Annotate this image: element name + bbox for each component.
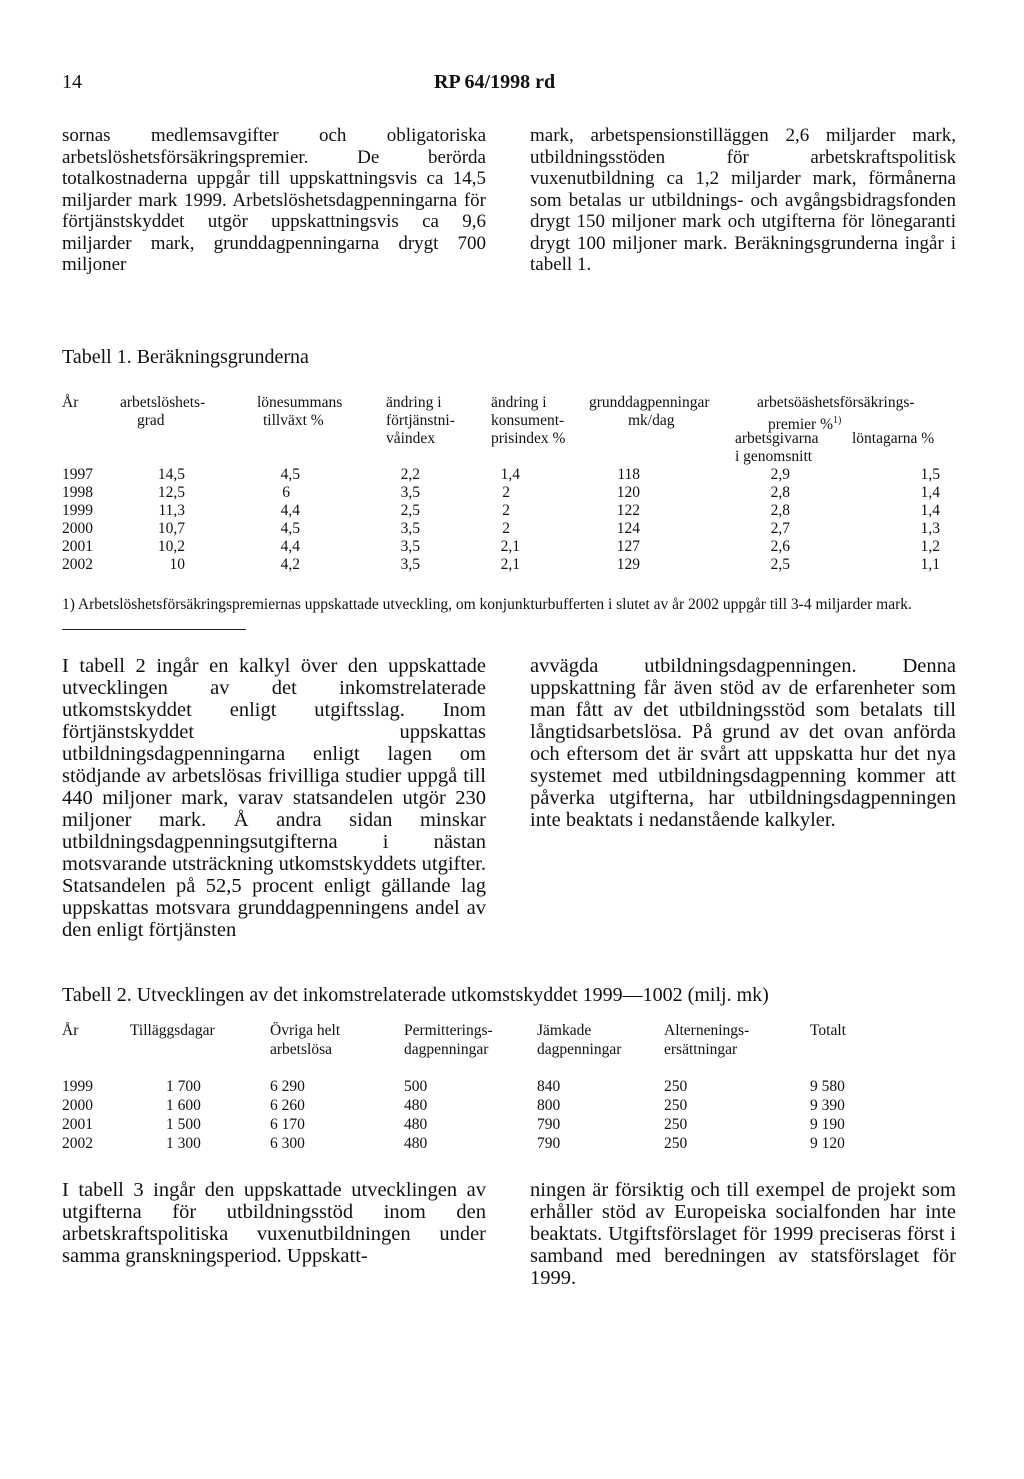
table1-header-basic-2: mk/dag (628, 412, 675, 429)
paragraph-mid-right: avvägda utbildningsdagpenningen. Denna uppskattning får även stöd av de erfarenheter som man fått av det utbildningsstöd som betalats till långtidsarbetslösa. På grund av det ovan anförda och eftersom det är svårt att uppskatta hur det nya systemet med utbildningsdagpenning kommer att påverka utgifterna, har utbildningsdagpenningen inte beaktats i nedanstående kalkyler. (530, 655, 956, 831)
footnote-rule (62, 629, 246, 630)
paragraph-top-right: mark, arbetspensionstilläggen 2,6 miljarder mark, utbildningsstöden för arbetskraftspolitisk vuxenutbildning ca 1,2 miljarder mark, förmånerna som betalas ur utbildnings- och avgångsbidragsfonden drygt 150 miljoner mark och utgifterna för lönegaranti drygt 100 miljoner mark. Beräkningsgrunderna ingår i tabell 1. (530, 125, 956, 275)
table2-header-total: Totalt (810, 1022, 846, 1039)
table2-header-other-2: arbetslösa (270, 1041, 332, 1058)
document-id: RP 64/1998 rd (434, 71, 556, 93)
table1-header-average: i genomsnitt (735, 448, 813, 465)
table1-footnote: 1) Arbetslöshetsförsäkringspremiernas uppskattade utveckling, om konjunkturbufferten i slutet av år 2002 uppgår till 3-4 miljarder mark. (62, 596, 912, 613)
table2-header-year: År (62, 1022, 79, 1039)
table1-header-premium-2: premier %$^{1)}$ (768, 415, 842, 434)
table1-header-wage-2: tillväxt % (263, 412, 324, 429)
paragraph-mid-left: I tabell 2 ingår en kalkyl över den uppskattade utvecklingen av det inkomstrelaterade utkomstskyddet enligt utgiftsslag. Inom förtjänstskyddet uppskattas utbildningsdagpenningarna enligt lagen om stödjande av arbetslösas frivilliga studier uppgå till 440 miljoner mark, varav statsandelen utgör 230 miljoner mark. Å andra sidan minskar utbildningsdagpenningsutgifterna i nästan motsvarande utsträckning utkomstskyddets utgifter. Statsandelen på 52,5 procent enligt gällande lag uppskattas motsvara grunddagpenningens andel av den enligt förtjänsten (62, 655, 486, 941)
table2-header-alternation: Alternenings- (664, 1022, 750, 1039)
paragraph-bottom-right: ningen är försiktig och till exempel de projekt som erhåller stöd av Europeiska socialfonden har inte beaktats. Utgiftsförslaget för 1999 preciseras först i samband med beredningen av statsförslaget för 1999. (530, 1179, 956, 1289)
table1-header-basic: grunddagpenningar (589, 394, 710, 411)
table1-header-year: År (62, 394, 79, 411)
table1-header-premium: arbetsöäshetsförsäkrings- (757, 394, 915, 411)
table1-header-cpi-3: prisindex % (491, 430, 566, 447)
paragraph-bottom-left: I tabell 3 ingår den uppskattade utvecklingen av utgifterna för utbildningsstöd inom den arbetskraftspolitiska vuxenutbildningen under samma granskningsperiod. Uppskatt- (62, 1179, 486, 1267)
table1-header-cpi: ändring i (491, 394, 547, 411)
table2-header-adjusted: Jämkade (537, 1022, 592, 1039)
table2-header-additional-days: Tilläggsdagar (130, 1022, 215, 1039)
table1-header-employees: löntagarna % (852, 430, 935, 447)
table2-header-layoff: Permitterings- (404, 1022, 493, 1039)
table1-header-unemployment: arbetslöshets- (120, 394, 206, 411)
table1-header-earnings: ändring i (386, 394, 442, 411)
table2-header-other: Övriga helt (270, 1022, 341, 1039)
table1-caption: Tabell 1. Beräkningsgrunderna (62, 346, 309, 368)
page-number: 14 (62, 71, 82, 93)
table1-header-unemployment-2: grad (137, 412, 165, 429)
table2-caption: Tabell 2. Utvecklingen av det inkomstrelaterade utkomstskyddet 1999—1002 (milj. mk) (62, 984, 769, 1006)
table2-header-layoff-2: dagpenningar (404, 1041, 489, 1058)
table1-header-earnings-3: våindex (386, 430, 436, 447)
table2-header-alternation-2: ersättningar (664, 1041, 738, 1058)
table1-header-wage: lönesummans (257, 394, 343, 411)
table1-header-earnings-2: förtjänstni- (386, 412, 455, 429)
table1-header-employers: arbetsgivarna (735, 430, 819, 447)
paragraph-top-left: sornas medlemsavgifter och obligatoriska arbetslöshetsförsäkringspremier. De berörda totalkostnaderna uppgår till uppskattningsvis ca 14,5 miljarder mark 1999. Arbetslöshetsdagpenningarna för förtjänstskyddet utgör uppskattningsvis ca 9,6 miljarder mark, grunddagpenningarna drygt 700 miljoner (62, 125, 486, 275)
table2-header-adjusted-2: dagpenningar (537, 1041, 622, 1058)
table1-header-cpi-2: konsument- (491, 412, 565, 429)
